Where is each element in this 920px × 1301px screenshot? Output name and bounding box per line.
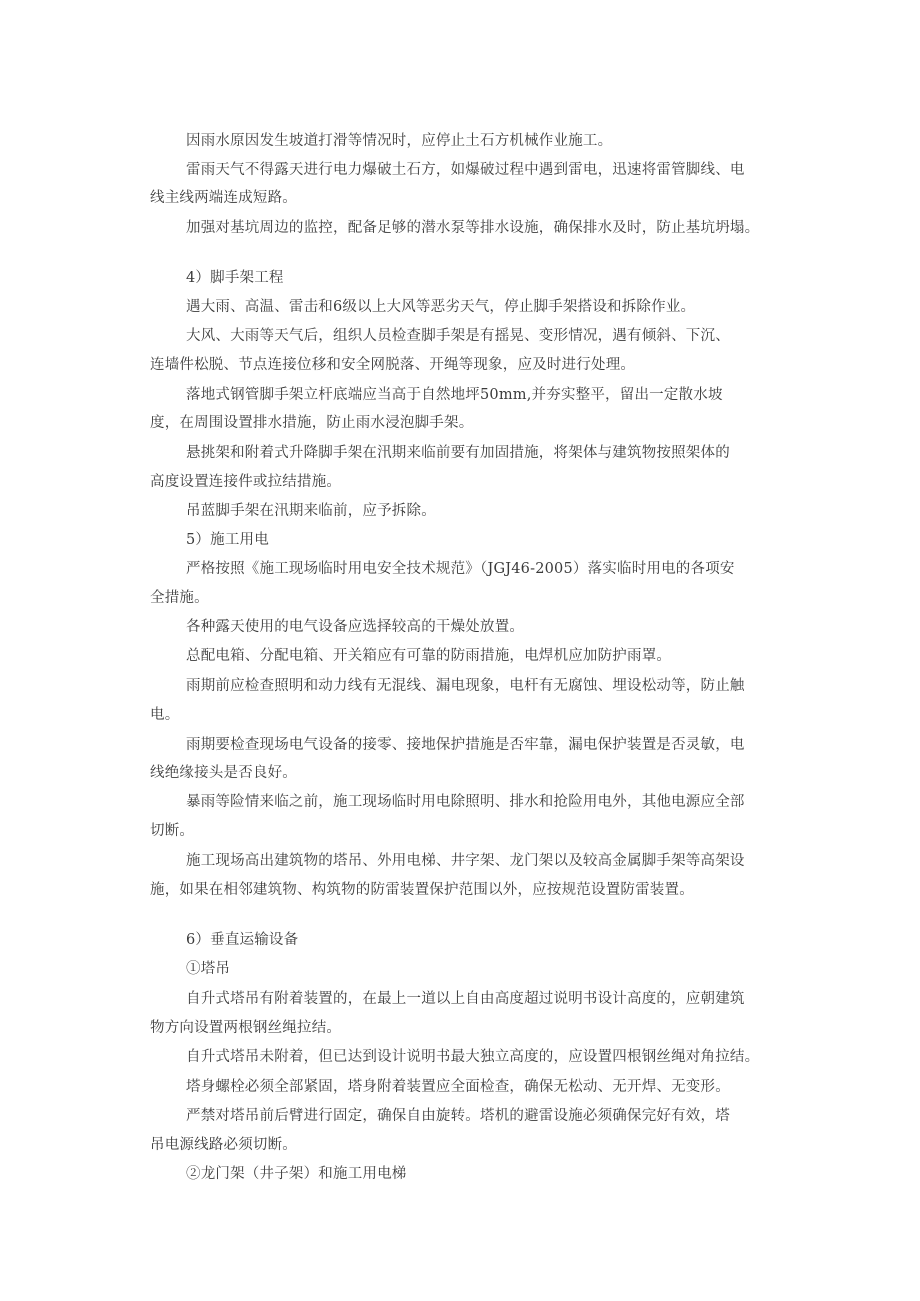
subsection-heading: ②龙门架（井子架）和施工用电梯	[186, 1166, 407, 1182]
paragraph-line: 吊电源线路必须切断。	[150, 1137, 297, 1153]
paragraph-line: 自升式塔吊未附着，但已达到设计说明书最大独立高度的，应设置四根钢丝绳对角拉结。	[186, 1049, 760, 1065]
paragraph-line: 雨期要检查现场电气设备的接零、接地保护措施是否牢靠，漏电保护装置是否灵敏，电	[186, 737, 745, 753]
subsection-heading: ①塔吊	[186, 961, 231, 977]
paragraph-line: 严禁对塔吊前后臂进行固定，确保自由旋转。塔机的避雷设施必须确保完好有效，塔	[186, 1108, 730, 1124]
paragraph-line: 落地式钢管脚手架立杆底端应当高于自然地坪50mm,并夯实整平，留出一定散水坡	[186, 387, 723, 403]
paragraph-line: 悬挑架和附着式升降脚手架在汛期来临前要有加固措施，将架体与建筑物按照架体的	[186, 445, 730, 461]
paragraph-line: 加强对基坑周边的监控，配备足够的潜水泵等排水设施，确保排水及时，防止基坑坍塌。	[186, 220, 760, 236]
paragraph-line: 各种露天使用的电气设备应选择较高的干燥处放置。	[186, 619, 525, 635]
paragraph-line: 遇大雨、高温、雷击和6级以上大风等恶劣天气，停止脚手架搭设和拆除作业。	[186, 299, 696, 315]
paragraph-line: 施工现场高出建筑物的塔吊、外用电梯、井字架、龙门架以及较高金属脚手架等高架设	[186, 853, 745, 869]
paragraph-line: 雷雨天气不得露天进行电力爆破土石方，如爆破过程中遇到雷电，迅速将雷管脚线、电	[186, 162, 745, 178]
paragraph-line: 高度设置连接件或拉结措施。	[150, 474, 342, 490]
paragraph-line: 度，在周围设置排水措施，防止雨水浸泡脚手架。	[150, 415, 474, 431]
section-heading: 5）施工用电	[186, 532, 269, 548]
section-heading: 4）脚手架工程	[186, 270, 284, 286]
paragraph-line: 塔身螺栓必须全部紧固，塔身附着装置应全面检查，确保无松动、无开焊、无变形。	[186, 1079, 730, 1095]
paragraph-line: 因雨水原因发生坡道打滑等情况时，应停止土石方机械作业施工。	[186, 133, 613, 149]
paragraph-line: 连墙件松脱、节点连接位移和安全网脱落、开绳等现象，应及时进行处理。	[150, 357, 636, 373]
paragraph-line: 线主线两端连成短路。	[150, 190, 297, 206]
paragraph-line: 大风、大雨等天气后，组织人员检查脚手架是有摇晃、变形情况，遇有倾斜、下沉、	[186, 328, 730, 344]
paragraph-line: 线绝缘接头是否良好。	[150, 765, 297, 781]
paragraph-line: 自升式塔吊有附着装置的，在最上一道以上自由高度超过说明书设计高度的，应朝建筑	[186, 991, 745, 1007]
paragraph-line: 施，如果在相邻建筑物、构筑物的防雷装置保护范围以外，应按规范设置防雷装置。	[150, 882, 694, 898]
section-heading: 6）垂直运输设备	[186, 932, 299, 948]
paragraph-line: 雨期前应检查照明和动力线有无混线、漏电现象，电杆有无腐蚀、埋设松动等，防止触	[186, 678, 745, 694]
paragraph-line: 全措施。	[150, 590, 209, 606]
paragraph-line: 物方向设置两根钢丝绳拉结。	[150, 1020, 342, 1036]
paragraph-line: 严格按照《施工现场临时用电安全技术规范》（JGJ46-2005）落实临时用电的各项安	[186, 561, 735, 577]
paragraph-line: 电。	[150, 707, 180, 723]
paragraph-line: 切断。	[150, 823, 195, 839]
paragraph-line: 暴雨等险情来临之前，施工现场临时用电除照明、排水和抢险用电外，其他电源应全部	[186, 794, 745, 810]
paragraph-line: 吊蓝脚手架在汛期来临前，应予拆除。	[186, 503, 436, 519]
paragraph-line: 总配电箱、分配电箱、开关箱应有可靠的防雨措施，电焊机应加防护雨罩。	[186, 648, 672, 664]
